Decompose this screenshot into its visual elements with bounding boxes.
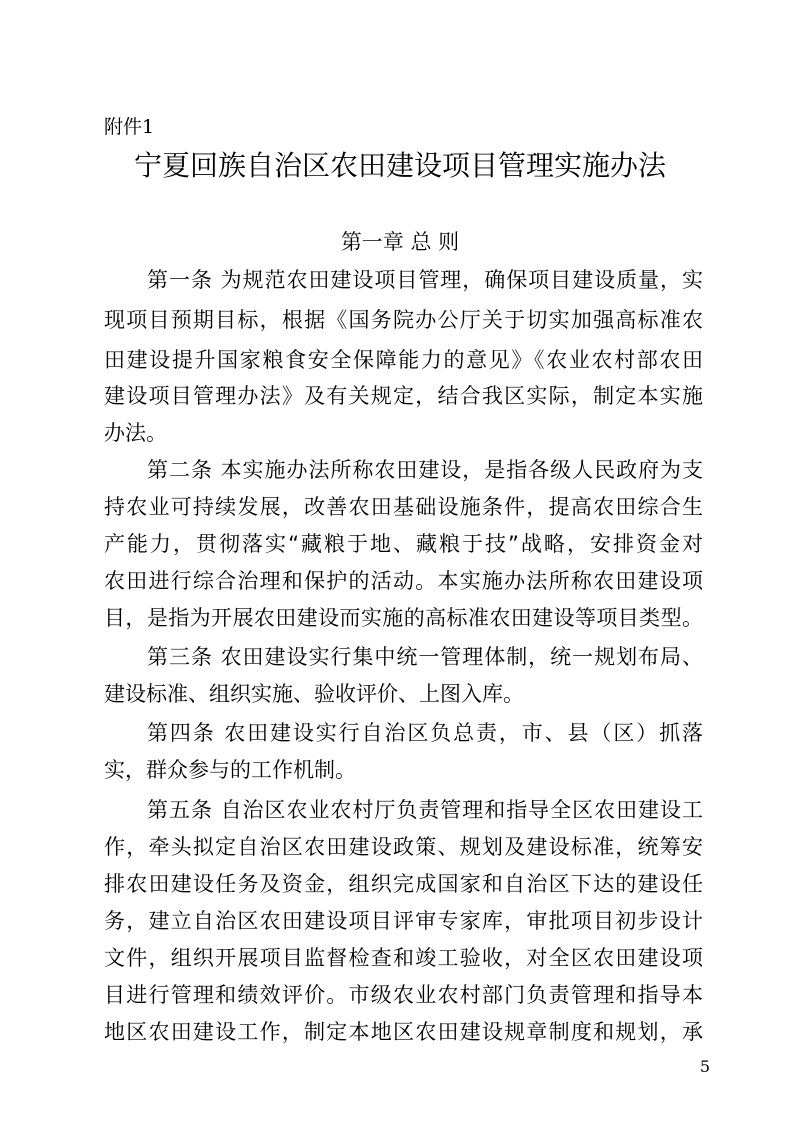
body-line: 排农田建设任务及资金，组织完成国家和自治区下达的建设任 — [104, 872, 703, 896]
body-line: 办法。 — [104, 421, 167, 445]
body-line: 建设项目管理办法》及有关规定，结合我区实际，制定本实施 — [104, 384, 703, 408]
body-line: 第二条 本实施办法所称农田建设，是指各级人民政府为支 — [147, 458, 703, 482]
body-line: 目，是指为开展农田建设而实施的高标准农田建设等项目类型。 — [104, 606, 703, 630]
body-line: 第三条 农田建设实行集中统一管理体制，统一规划布局、 — [147, 645, 703, 669]
chapter-title: 第一章 总 则 — [340, 230, 460, 254]
document-title: 宁夏回族自治区农田建设项目管理实施办法 — [133, 149, 666, 182]
body-line: 第五条 自治区农业农村厅负责管理和指导全区农田建设工 — [147, 798, 703, 822]
body-line: 实，群众参与的工作机制。 — [104, 758, 356, 782]
page-number: 5 — [699, 1057, 710, 1076]
body-line: 务，建立自治区农田建设项目评审专家库，审批项目初步设计 — [104, 909, 703, 933]
body-line: 作，牵头拟定自治区农田建设政策、规划及建设标准，统筹安 — [104, 835, 703, 859]
body-line: 目进行管理和绩效评价。市级农业农村部门负责管理和指导本 — [104, 983, 703, 1007]
body-line: 持农业可持续发展，改善农田基础设施条件，提高农田综合生 — [104, 495, 703, 519]
body-line: 第四条 农田建设实行自治区负总责，市、县（区）抓落 — [147, 721, 703, 745]
body-line: 建设标准、组织实施、验收评价、上图入库。 — [104, 682, 524, 706]
body-line: 第一条 为规范农田建设项目管理，确保项目建设质量，实 — [147, 268, 703, 292]
body-line: 农田进行综合治理和保护的活动。本实施办法所称农田建设项 — [104, 569, 703, 593]
attachment-label: 附件1 — [104, 116, 155, 138]
body-line: 地区农田建设工作，制定本地区农田建设规章制度和规划，承 — [104, 1020, 703, 1044]
body-line: 产能力，贯彻落实“藏粮于地、藏粮于技”战略，安排资金对 — [104, 532, 703, 556]
body-line: 文件，组织开展项目监督检查和竣工验收，对全区农田建设项 — [104, 946, 703, 970]
body-line: 现项目预期目标，根据《国务院办公厅关于切实加强高标准农 — [104, 308, 703, 332]
body-line: 田建设提升国家粮食安全保障能力的意见》《农业农村部农田 — [104, 348, 703, 372]
